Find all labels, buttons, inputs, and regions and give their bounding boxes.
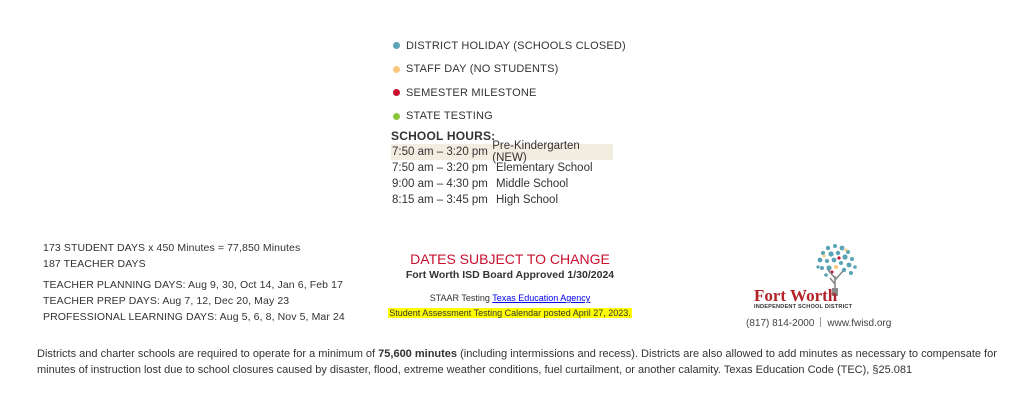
hours-row-prek: [391, 140, 613, 164]
staar-calendar-note: Student Assessment Testing Calendar posted April 27, 2023.: [389, 308, 631, 318]
hours-row-elementary: [391, 160, 613, 176]
board-approval: Fort Worth ISD Board Approved 1/30/2024: [405, 269, 615, 281]
professional-learning-days: PROFESSIONAL LEARNING DAYS: Aug 5, 6, 8, Nov 5, Mar 24: [43, 311, 345, 323]
logo-contact: [746, 317, 891, 329]
legend-item-district-holiday: [393, 34, 626, 58]
logo-name: Fort Worth: [754, 286, 838, 305]
red-dot-icon: [393, 89, 400, 96]
calendar-summary: [43, 240, 345, 325]
logo-subtitle: INDEPENDENT SCHOOL DISTRICT: [754, 304, 853, 310]
legal-footer: [37, 347, 997, 378]
teacher-planning-days: TEACHER PLANNING DAYS: Aug 9, 30, Oct 14, Jan 6, Feb 17: [43, 279, 344, 291]
hours-time: 8:15 am – 3:45 pm: [392, 194, 488, 206]
hours-row-high: [391, 192, 613, 208]
dates-notice: [340, 251, 680, 321]
hours-time: 7:50 am – 3:20 pm: [392, 162, 488, 174]
hours-time: 7:50 am – 3:20 pm: [392, 146, 488, 158]
website: www.fwisd.org: [827, 318, 892, 329]
hours-row-middle: [391, 176, 613, 192]
legend-item-staff-day: [393, 58, 626, 82]
calendar-legend: [393, 34, 626, 128]
teacher-days: 187 TEACHER DAYS: [43, 258, 146, 270]
legend-label: STATE TESTING: [406, 110, 493, 123]
hours-level: High School: [496, 194, 559, 206]
footer-minutes: 75,600 minutes: [378, 348, 458, 360]
hours-level: Middle School: [496, 178, 569, 190]
hours-level: Elementary School: [496, 162, 593, 174]
hours-level: Pre-Kindergarten (NEW): [492, 140, 580, 164]
orange-dot-icon: [393, 66, 400, 73]
footer-text-1: Districts and charter schools are required to operate for a minimum of: [37, 348, 379, 360]
legend-label: STAFF DAY (NO STUDENTS): [406, 63, 559, 76]
legend-item-semester-milestone: [393, 81, 626, 105]
fwisd-logo: [740, 240, 890, 335]
student-days: 173 STUDENT DAYS x 450 Minutes = 77,850 Minutes: [43, 242, 301, 254]
legend-label: SEMESTER MILESTONE: [406, 86, 537, 99]
school-hours: [391, 129, 613, 208]
teal-dot-icon: [393, 42, 400, 49]
hours-time: 9:00 am – 4:30 pm: [392, 178, 488, 190]
staar-prefix: STAAR Testing: [429, 293, 490, 303]
legend-item-state-testing: [393, 105, 626, 129]
tea-link[interactable]: Texas Education Agency: [492, 293, 591, 303]
phone-number: (817) 814-2000: [746, 318, 815, 329]
green-dot-icon: [393, 113, 400, 120]
school-hours-title: SCHOOL HOURS:: [391, 129, 496, 143]
footer-text-2: (including intermissions and recess). Districts are also allowed to add minutes as necessary to compensate for minutes of instruction lost due to school closures caused by disaster, flood, extreme weather conditions, fuel curtailment, or another calamity. Texas Education Code (TEC), §25.081: [37, 348, 997, 376]
staar-testing-line: [340, 293, 680, 303]
dates-subject-to-change: DATES SUBJECT TO CHANGE: [410, 251, 610, 267]
teacher-prep-days: TEACHER PREP DAYS: Aug 7, 12, Dec 20, May 23: [43, 295, 290, 307]
legend-label: DISTRICT HOLIDAY (SCHOOLS CLOSED): [406, 39, 626, 52]
